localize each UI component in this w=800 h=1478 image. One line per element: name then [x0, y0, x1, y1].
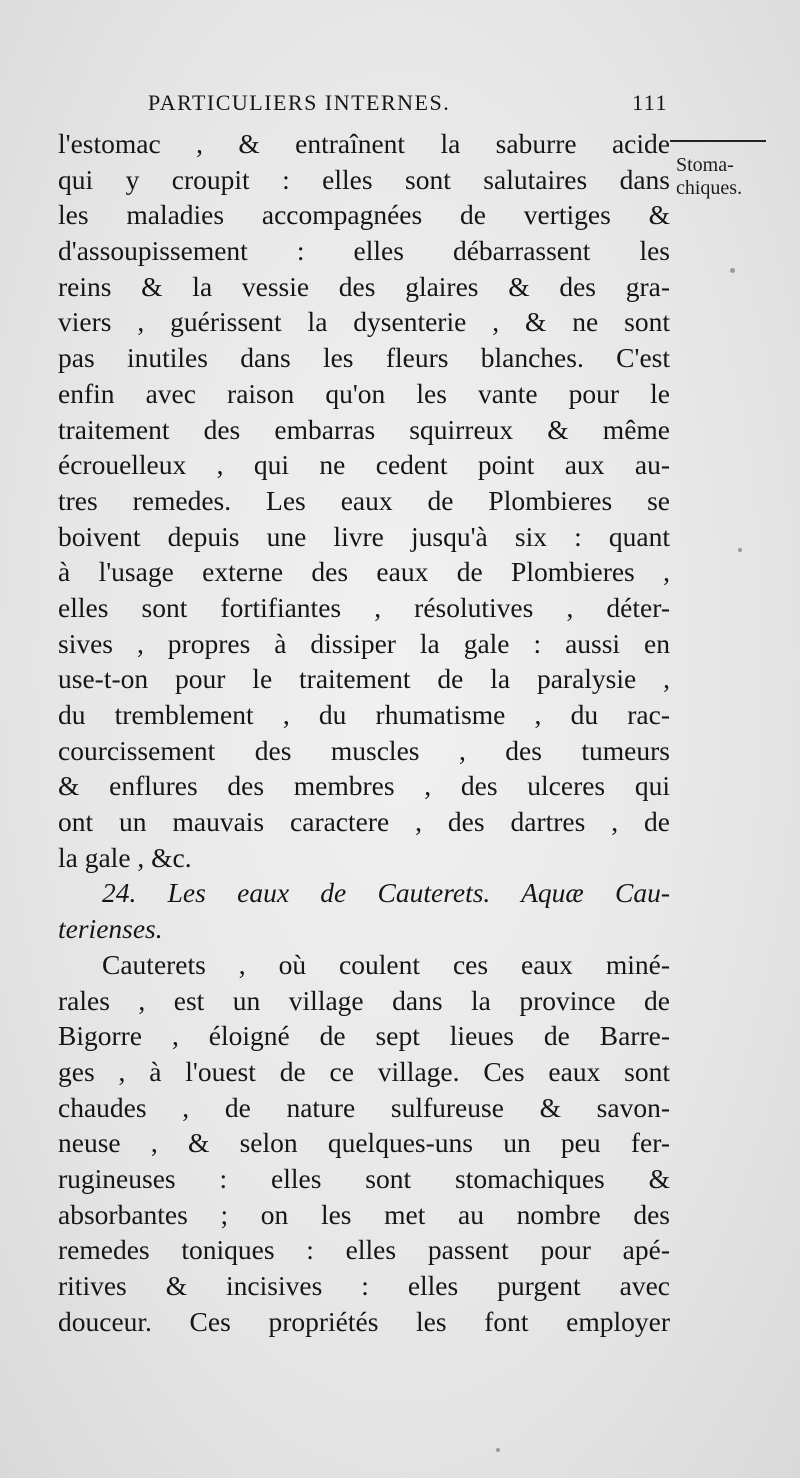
text-line: tres remedes. Les eaux de Plombieres se — [58, 484, 670, 516]
text-line: boivent depuis une livre jusqu'à six : quant — [58, 520, 670, 552]
text-line: l'estomac , & entraînent la saburre acide — [58, 128, 670, 159]
text-line: elles sont fortifiantes , résolutives , déter- — [58, 591, 670, 623]
text-line: qui y croupit : elles sont salutaires dans — [58, 163, 670, 195]
text-line: traitement des embarras squirreux & même — [58, 413, 670, 445]
text-line: neuse , & selon quelques-uns un peu fer- — [58, 1127, 670, 1159]
text-line: ges , à l'ouest de ce village. Ces eaux sont — [58, 1055, 670, 1087]
text-line: 24. Les eaux de Cauterets. Aquæ Cau- — [102, 877, 670, 909]
text-line: pas inutiles dans les fleurs blanches. C'est — [58, 342, 670, 374]
body-text — [58, 126, 670, 1339]
paper-speck — [738, 548, 742, 552]
text-line: & enflures des membres , des ulceres qui — [58, 770, 670, 802]
margin-note-line: chiques. — [676, 177, 743, 199]
text-line: les maladies accompagnées de vertiges & — [58, 199, 670, 231]
paper-speck — [496, 1448, 500, 1452]
paper-speck — [730, 268, 735, 273]
text-line: douceur. Ces propriétés les font employer — [58, 1305, 670, 1337]
text-line: reins & la vessie des glaires & des gra- — [58, 270, 670, 302]
margin-rule — [670, 140, 766, 142]
page-header — [148, 88, 668, 122]
text-line: ritives & incisives : elles purgent avec — [58, 1270, 670, 1301]
text-line: terienses. — [58, 913, 163, 945]
text-line: remedes toniques : elles passent pour apé- — [58, 1234, 670, 1266]
text-line: use-t-on pour le traitement de la paralysie , — [58, 663, 670, 695]
text-line: d'assoupissement : elles débarrassent les — [58, 235, 670, 267]
text-line: la gale , &c. — [58, 841, 192, 873]
text-line: enfin avec raison qu'on les vante pour le — [58, 377, 670, 409]
text-line: ont un mauvais caractere , des dartres , de — [58, 806, 670, 838]
text-line: courcissement des muscles , des tumeurs — [58, 734, 670, 766]
page-number: 111 — [632, 90, 668, 115]
text-line: Bigorre , éloigné de sept lieues de Barre- — [58, 1020, 670, 1052]
text-line: viers , guérissent la dysenterie , & ne sont — [58, 306, 670, 338]
text-line: à l'usage externe des eaux de Plombieres , — [58, 556, 670, 588]
running-head: PARTICULIERS INTERNES. — [148, 90, 451, 115]
margin-note-line: Stoma- — [676, 154, 734, 176]
text-line: absorbantes ; on les met au nombre des — [58, 1198, 670, 1230]
text-line: chaudes , de nature sulfureuse & savon- — [58, 1091, 670, 1123]
text-line: Cauterets , où coulent ces eaux miné- — [102, 948, 670, 980]
text-line: du tremblement , du rhumatisme , du rac- — [58, 699, 670, 730]
text-line: rales , est un village dans la province de — [58, 984, 670, 1016]
text-line: sives , propres à dissiper la gale : aussi en — [58, 627, 670, 659]
text-line: rugineuses : elles sont stomachiques & — [58, 1162, 670, 1194]
margin-note — [676, 154, 794, 200]
text-line: écrouelleux , qui ne cedent point aux au- — [58, 449, 670, 481]
